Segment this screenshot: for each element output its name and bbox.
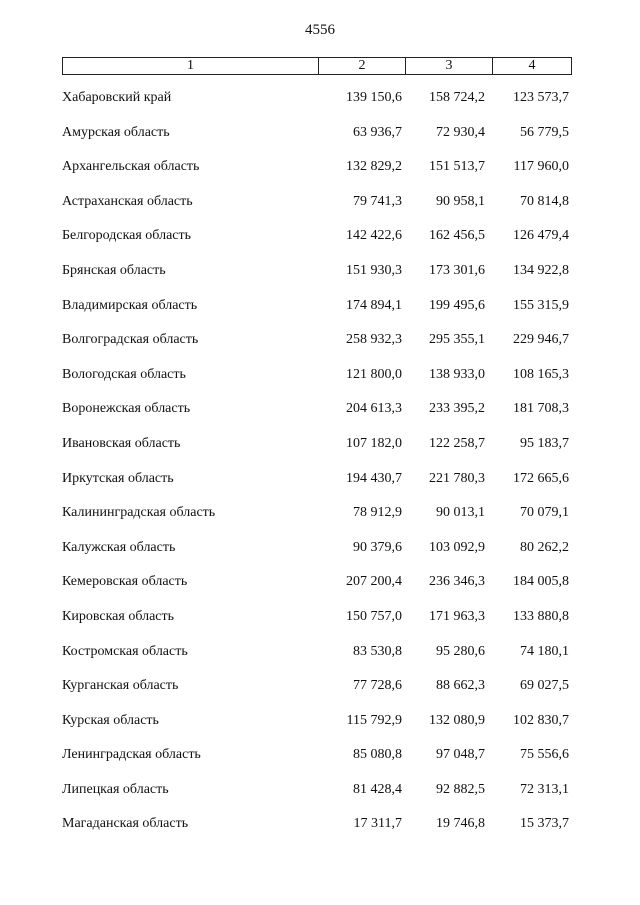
value-col-4: 56 779,5 [520,124,569,140]
table-row [0,226,640,261]
value-col-3: 162 456,5 [429,228,485,244]
value-col-4: 102 830,7 [513,712,569,728]
table-row [0,711,640,746]
value-col-2: 107 182,0 [346,435,402,451]
value-col-2: 207 200,4 [346,574,402,590]
region-name: Владимирская область [62,297,198,313]
table-row [0,123,640,158]
table-row [0,538,640,573]
table-body [0,88,640,849]
value-col-3: 19 746,8 [436,816,485,832]
table-row [0,642,640,677]
region-name: Волгоградская область [62,332,199,348]
value-col-4: 184 005,8 [513,574,569,590]
value-col-2: 194 430,7 [346,470,402,486]
region-name: Кемеровская область [62,574,188,590]
table-row [0,780,640,815]
value-col-4: 70 079,1 [520,505,569,521]
value-col-3: 233 395,2 [429,401,485,417]
value-col-2: 79 741,3 [353,193,402,209]
value-col-3: 97 048,7 [436,747,485,763]
value-col-4: 117 960,0 [513,159,569,175]
value-col-3: 295 355,1 [429,332,485,348]
value-col-2: 150 757,0 [346,608,402,624]
value-col-3: 221 780,3 [429,470,485,486]
region-name: Кировская область [62,608,175,624]
value-col-2: 121 800,0 [346,366,402,382]
region-name: Астраханская область [62,193,193,209]
region-name: Магаданская область [62,816,189,832]
value-col-4: 133 880,8 [513,608,569,624]
region-name: Белгородская область [62,228,192,244]
value-col-2: 77 728,6 [353,678,402,694]
value-col-3: 171 963,3 [429,608,485,624]
region-name: Липецкая область [62,781,169,797]
value-col-3: 132 080,9 [429,712,485,728]
column-header-1: 1 [187,58,194,73]
value-col-4: 172 665,6 [513,470,569,486]
value-col-3: 72 930,4 [436,124,485,140]
region-name: Архангельская область [62,159,200,175]
table-row [0,192,640,227]
region-name: Вологодская область [62,366,186,382]
value-col-4: 134 922,8 [513,262,569,278]
table-row [0,157,640,192]
region-name: Курганская область [62,678,179,694]
value-col-3: 92 882,5 [436,781,485,797]
value-col-3: 90 013,1 [436,505,485,521]
value-col-2: 81 428,4 [353,781,402,797]
region-name: Калининградская область [62,505,216,521]
value-col-4: 15 373,7 [520,816,569,832]
region-name: Воронежская область [62,401,191,417]
value-col-2: 139 150,6 [346,90,402,105]
value-col-2: 204 613,3 [346,401,402,417]
value-col-3: 236 346,3 [429,574,485,590]
value-col-2: 83 530,8 [353,643,402,659]
value-col-2: 78 912,9 [353,505,402,521]
value-col-3: 122 258,7 [429,435,485,451]
value-col-3: 151 513,7 [429,159,485,175]
table-row [0,676,640,711]
value-col-4: 155 315,9 [513,297,569,313]
table-row [0,434,640,469]
table-row [0,745,640,780]
region-name: Иркутская область [62,470,174,486]
column-header-3: 3 [405,58,492,74]
value-col-3: 95 280,6 [436,643,485,659]
table-row [0,296,640,331]
region-name: Брянская область [62,262,166,278]
value-col-2: 90 379,6 [353,539,402,555]
table-row [0,607,640,642]
column-header-2: 2 [318,58,405,74]
region-name: Калужская область [62,539,176,555]
table-row [0,814,640,849]
value-col-4: 74 180,1 [520,643,569,659]
value-col-4: 70 814,8 [520,193,569,209]
value-col-3: 103 092,9 [429,539,485,555]
value-col-3: 90 958,1 [436,193,485,209]
table-row [0,88,640,123]
value-col-2: 132 829,2 [346,159,402,175]
page-number: 4556 [305,22,335,38]
value-col-2: 258 932,3 [346,332,402,348]
value-col-3: 173 301,6 [429,262,485,278]
value-col-3: 199 495,6 [429,297,485,313]
region-name: Ивановская область [62,435,181,451]
table-header-row [62,57,572,75]
table-row [0,503,640,538]
value-col-2: 174 894,1 [346,297,402,313]
value-col-4: 229 946,7 [513,332,569,348]
region-name: Курская область [62,712,159,728]
region-name: Хабаровский край [62,90,172,105]
value-col-2: 115 792,9 [346,712,402,728]
value-col-4: 72 313,1 [520,781,569,797]
value-col-2: 151 930,3 [346,262,402,278]
value-col-2: 142 422,6 [346,228,402,244]
value-col-4: 69 027,5 [520,678,569,694]
value-col-4: 181 708,3 [513,401,569,417]
value-col-3: 158 724,2 [429,90,485,105]
region-name: Костромская область [62,643,188,659]
value-col-2: 63 936,7 [353,124,402,140]
value-col-2: 85 080,8 [353,747,402,763]
value-col-4: 123 573,7 [513,90,569,105]
value-col-2: 17 311,7 [353,816,402,832]
table-row [0,572,640,607]
table-row [0,399,640,434]
table-row [0,261,640,296]
region-name: Ленинградская область [62,747,201,763]
table-row [0,469,640,504]
value-col-4: 80 262,2 [520,539,569,555]
region-name: Амурская область [62,124,170,140]
value-col-3: 138 933,0 [429,366,485,382]
value-col-4: 75 556,6 [520,747,569,763]
value-col-4: 95 183,7 [520,435,569,451]
value-col-4: 108 165,3 [513,366,569,382]
value-col-4: 126 479,4 [513,228,569,244]
value-col-3: 88 662,3 [436,678,485,694]
table-row [0,330,640,365]
table-row [0,365,640,400]
column-header-4: 4 [492,58,571,74]
